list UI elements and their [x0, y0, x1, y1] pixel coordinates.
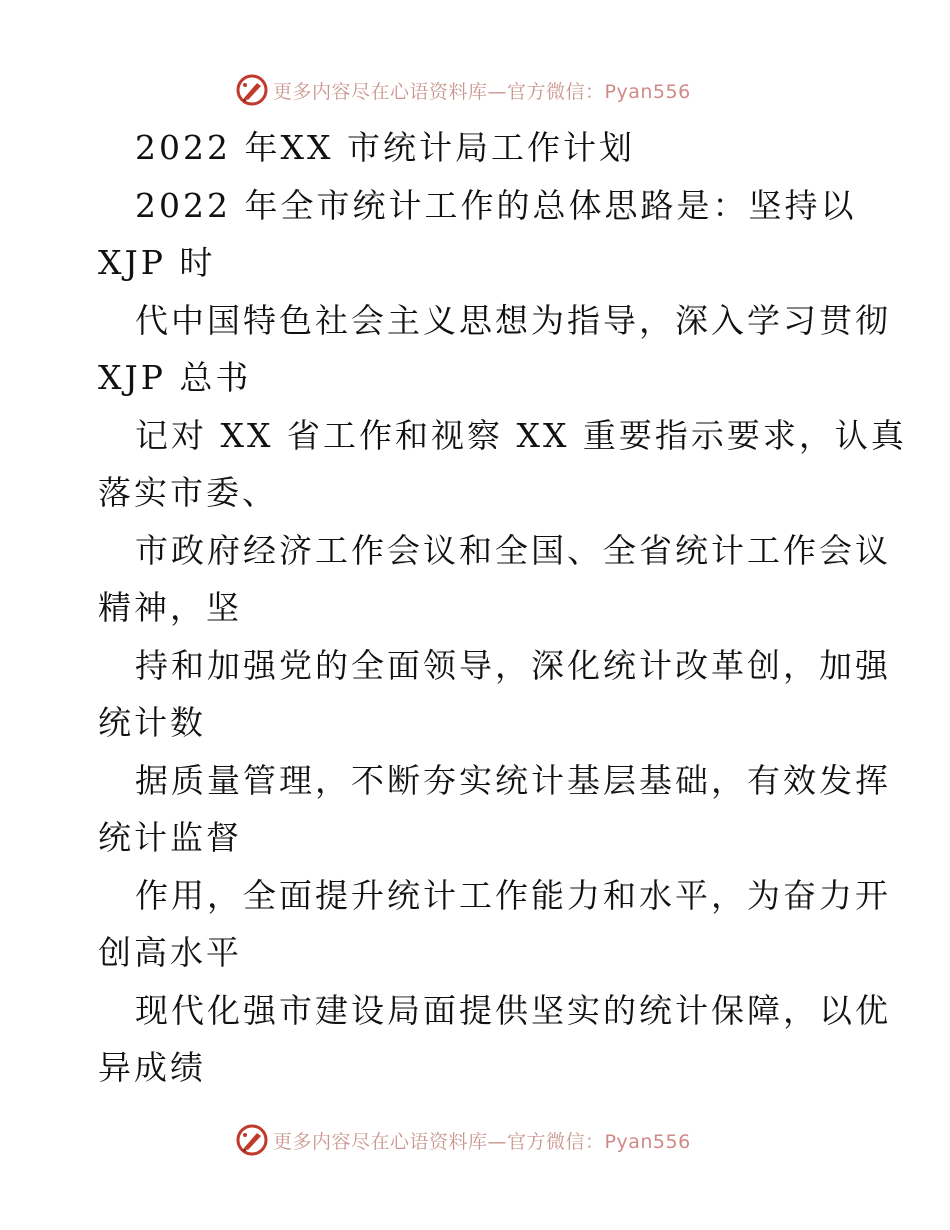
header-watermark	[235, 72, 691, 108]
paragraph-line: 创高水平	[98, 933, 242, 972]
paragraph-line: 统计监督	[98, 818, 242, 857]
paragraph-line: 精神，坚	[98, 588, 242, 627]
paragraph-line: 现代化强市建设局面提供坚实的统计保障，以优	[135, 991, 891, 1030]
paragraph-line: XJP 时	[98, 243, 216, 282]
watermark-text	[273, 77, 691, 104]
paragraph-line: 落实市委、	[98, 473, 278, 512]
paragraph-line: 异成绩	[98, 1048, 206, 1087]
pen-circle-logo-icon	[235, 1123, 269, 1157]
paragraph-line: 记对 XX 省工作和视察 XX 重要指示要求，认真	[135, 416, 907, 455]
paragraph-line: XJP 总书	[98, 358, 252, 397]
paragraph-line: 市政府经济工作会议和全国、全省统计工作会议	[135, 531, 891, 570]
watermark-label: 更多内容尽在心语资料库—官方微信：	[273, 1130, 605, 1153]
paragraph-line: 持和加强党的全面领导，深化统计改革创，加强	[135, 646, 891, 685]
paragraph-line: 代中国特色社会主义思想为指导，深入学习贯彻	[135, 301, 891, 340]
watermark-label: 更多内容尽在心语资料库—官方微信：	[273, 80, 605, 103]
pen-circle-logo-icon	[235, 73, 269, 107]
paragraph-line: 作用，全面提升统计工作能力和水平，为奋力开	[135, 876, 891, 915]
watermark-text	[273, 1127, 691, 1154]
document-title: 2022 年XX 市统计局工作计划	[135, 128, 635, 167]
paragraph-line: 2022 年全市统计工作的总体思路是：坚持以	[135, 186, 857, 225]
paragraph-line: 统计数	[98, 703, 206, 742]
paragraph-line: 据质量管理，不断夯实统计基层基础，有效发挥	[135, 761, 891, 800]
watermark-id: Pyan556	[604, 80, 691, 103]
watermark-id: Pyan556	[604, 1130, 691, 1153]
footer-watermark	[235, 1122, 691, 1158]
